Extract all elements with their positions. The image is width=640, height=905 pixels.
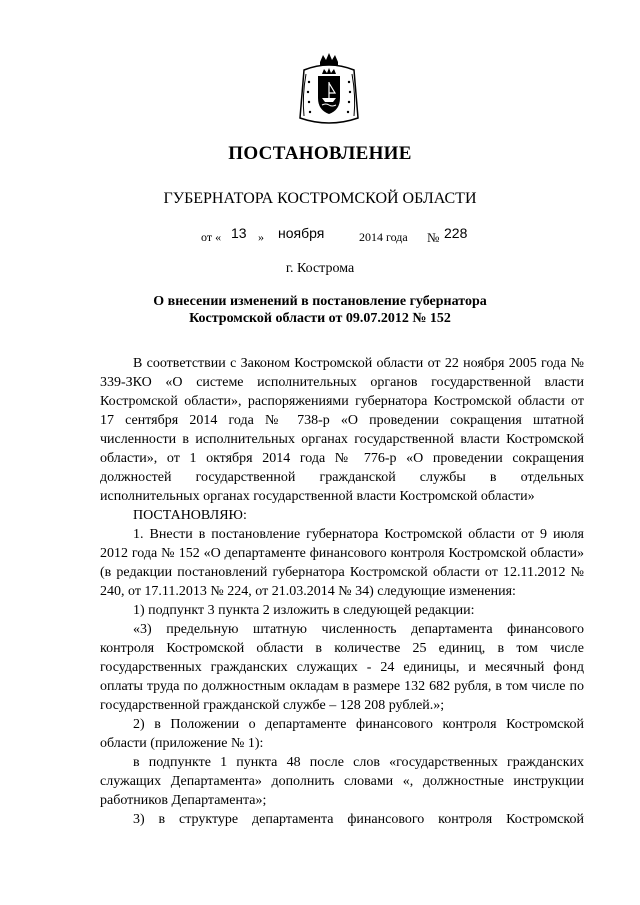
paragraph-preamble: В соответствии с Законом Костромской области от 22 ноября 2005 года № 339-ЗКО «О системе исполнительных органов государственной власти Костромской области», распоряжениями губернатора Костромской области от 17 сентября 2014 года № 738-р «О проведении сокращения штатной численности в исполнительных органах государственной власти Костромской области», от 1 октября 2014 года № 776-р «О проведении сокращения должностей государственной гражданской службы в отдельных исполнительных органах государственной власти Костромской области»	[100, 356, 584, 504]
paragraph-subitem-3: 3) в структуре департамента финансового контроля Костромской	[133, 812, 584, 827]
paragraph-subitem-2: 2) в Положении о департаменте финансового контроля Костромской области (приложение № 1):	[100, 717, 584, 751]
paragraph-amendment: в подпункте 1 пункта 48 после слов «государственных гражданских служащих Департамента» дополнить словами «, должностные инструкции работников Департамента»;	[100, 755, 584, 808]
date-month: ноября	[278, 225, 325, 241]
date-close: »	[258, 230, 264, 244]
paragraph-item-1: 1. Внести в постановление губернатора Костромской области от 9 июля 2012 года № 152 «О департаменте финансового контроля Костромской области» (в редакции постановлений губернатора Костромской области от 12.11.2012 № 240, от 17.11.2013 № 224, от 21.03.2014 № 34) следующие изменения:	[100, 527, 584, 599]
heading-line-2: Костромской области от 09.07.2012 № 152	[189, 311, 451, 326]
city-line: г. Кострома	[285, 261, 355, 276]
number-sign: №	[427, 230, 440, 245]
date-prefix: от «	[201, 230, 222, 244]
paragraph-quote: «3) предельную штатную численность департамента финансового контроля Костромской области в количестве 25 единиц, в том числе государственных гражданских служащих - 24 единицы, и месячный фонд оплаты труда по должностным окладам в размере 132 682 рубля, в том числе по государственной гражданской службе – 128 208 рублей.»;	[100, 622, 584, 713]
document-body	[100, 354, 584, 829]
date-year: 2014 года	[359, 230, 408, 244]
paragraph-subitem-1: 1) подпункт 3 пункта 2 изложить в следующей редакции:	[133, 603, 475, 618]
paragraph-resolve: ПОСТАНОВЛЯЮ:	[133, 508, 247, 523]
coat-of-arms-icon	[298, 52, 360, 130]
issuer-line: ГУБЕРНАТОРА КОСТРОМСКОЙ ОБЛАСТИ	[163, 190, 477, 207]
date-number-line	[0, 225, 640, 247]
document-number: 228	[444, 225, 468, 241]
document-title: ПОСТАНОВЛЕНИЕ	[228, 143, 412, 164]
document-heading	[0, 293, 640, 327]
heading-line-1: О внесении изменений в постановление губернатора	[153, 294, 487, 309]
date-day: 13	[231, 225, 247, 241]
